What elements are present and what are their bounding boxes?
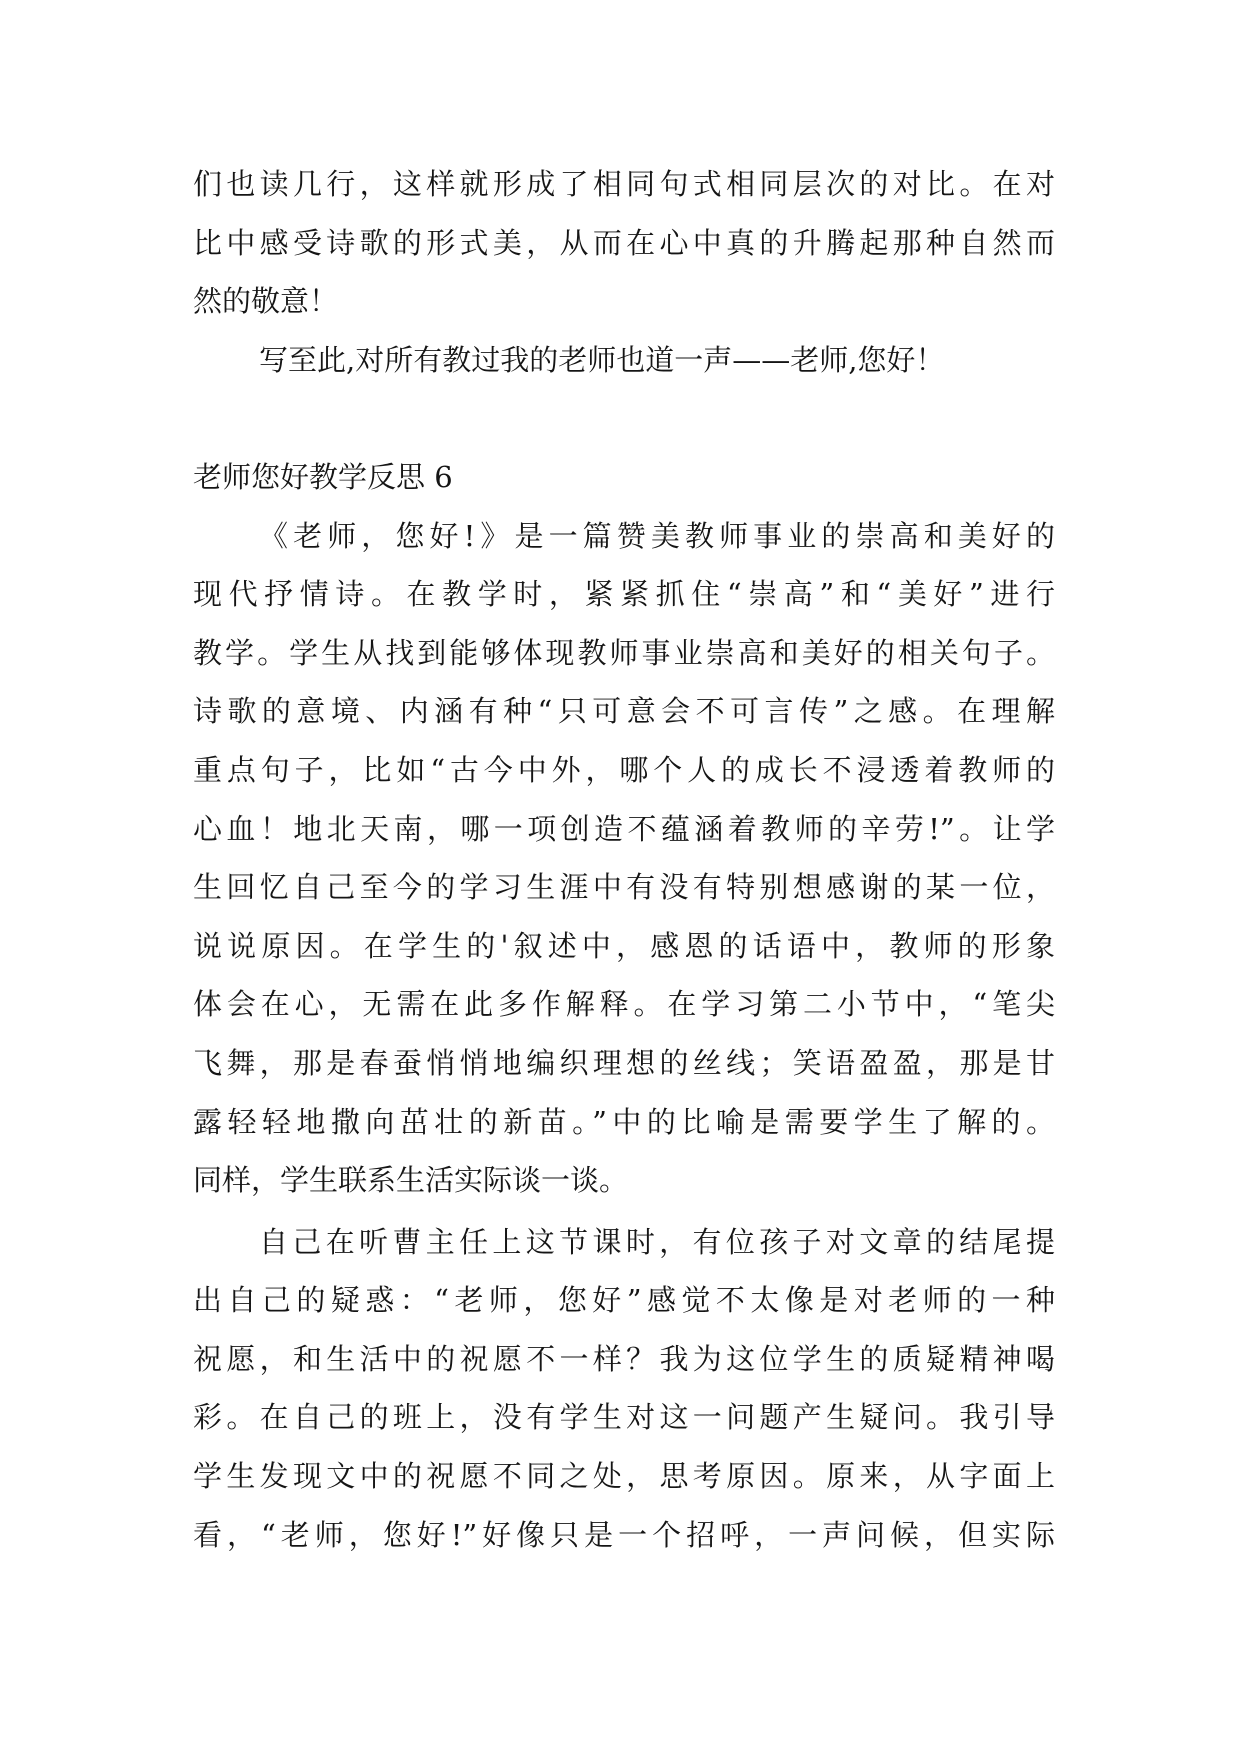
text-line: 然的敬意！ [193, 284, 339, 319]
paragraph-reflection-1 [193, 507, 1055, 1210]
text-line: 生回忆自己至今的学习生涯中有没有特别想感谢的某一位， [193, 870, 1055, 905]
text-line: 飞舞，那是春蚕悄悄地编织理想的丝线；笑语盈盈，那是甘 [193, 1045, 1055, 1080]
text-line: 们也读几行，这样就形成了相同句式相同层次的对比。在对 [193, 167, 1055, 201]
text-line: 诗歌的意境、内涵有种“只可意会不可言传”之感。在理解 [193, 694, 1055, 729]
text-line: 重点句子，比如“古今中外，哪个人的成长不浸透着教师的 [193, 752, 1055, 787]
text-line: 现代抒情诗。在教学时，紧紧抓住“崇高”和“美好”进行 [193, 577, 1055, 612]
text-line: 看，“老师，您好!”好像只是一个招呼，一声问候，但实际 [193, 1517, 1055, 1552]
text-line: 写至此,对所有教过我的老师也道一声——老师,您好！ [259, 342, 945, 377]
text-line: 《老师，您好!》是一篇赞美教师事业的崇高和美好的 [259, 518, 1055, 553]
text-line: 祝愿，和生活中的祝愿不一样？我为这位学生的质疑精神喝 [193, 1341, 1055, 1376]
text-line: 露轻轻地撒向茁壮的新苗。”中的比喻是需要学生了解的。 [193, 1104, 1055, 1139]
text-line: 出自己的疑惑：“老师，您好”感觉不太像是对老师的一种 [193, 1283, 1055, 1318]
text-line: 教学。学生从找到能够体现教师事业崇高和美好的相关句子。 [193, 635, 1055, 670]
section-heading: 老师您好教学反思 6 [193, 459, 453, 494]
document-body [193, 155, 1055, 1564]
paragraph-continuation [193, 155, 1055, 331]
paragraph-closing [193, 331, 1055, 390]
text-line: 学生发现文中的祝愿不同之处，思考原因。原来，从字面上 [193, 1459, 1055, 1494]
text-line: 心血！地北天南，哪一项创造不蕴涵着教师的辛劳!”。让学 [193, 811, 1055, 846]
text-line: 说说原因。在学生的'叙述中，感恩的话语中，教师的形象 [193, 928, 1055, 963]
text-line: 自己在听曹主任上这节课时，有位孩子对文章的结尾提 [259, 1224, 1055, 1259]
text-line: 体会在心，无需在此多作解释。在学习第二小节中，“笔尖 [193, 987, 1055, 1022]
text-line: 同样，学生联系生活实际谈一谈。 [193, 1163, 629, 1198]
paragraph-reflection-2 [193, 1213, 1055, 1565]
blank-line [193, 389, 1055, 448]
text-line: 比中感受诗歌的形式美，从而在心中真的升腾起那种自然而 [193, 225, 1055, 260]
text-line: 彩。在自己的班上，没有学生对这一问题产生疑问。我引导 [193, 1400, 1055, 1435]
